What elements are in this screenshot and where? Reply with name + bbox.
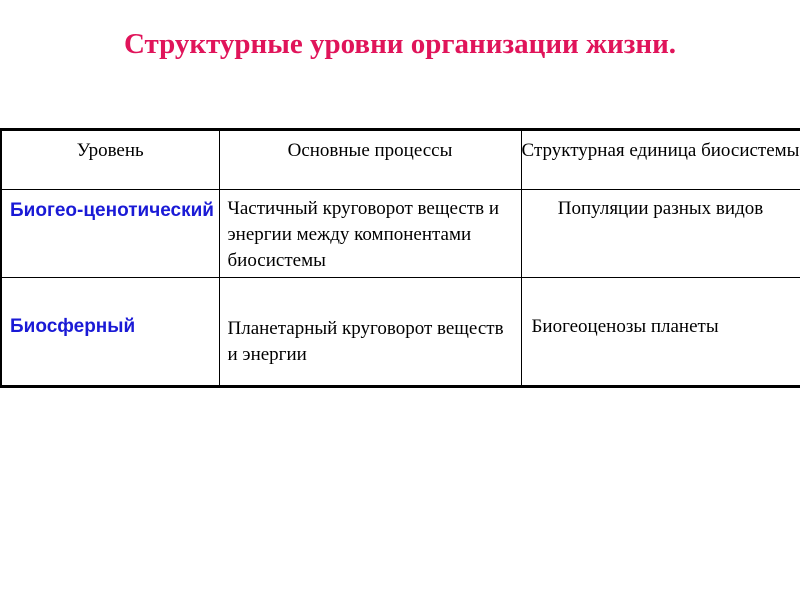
level-unit: Биогеоценозы планеты xyxy=(521,278,800,387)
levels-table-container xyxy=(0,128,800,388)
header-unit: Структурная единица биосистемы xyxy=(521,130,800,190)
level-processes: Частичный круговорот веществ и энергии между компонентами биосистемы xyxy=(219,190,521,278)
header-processes: Основные процессы xyxy=(219,130,521,190)
level-unit: Популяции разных видов xyxy=(521,190,800,278)
table-row xyxy=(1,278,800,387)
levels-table xyxy=(0,128,800,388)
level-name: Биогео-ценотический xyxy=(1,190,219,278)
level-name: Биосферный xyxy=(1,278,219,387)
slide-title: Структурные уровни организации жизни. xyxy=(123,28,677,60)
table-row xyxy=(1,190,800,278)
table-header-row xyxy=(1,130,800,190)
header-level: Уровень xyxy=(1,130,219,190)
level-processes: Планетарный круговорот веществ и энергии xyxy=(219,278,521,387)
